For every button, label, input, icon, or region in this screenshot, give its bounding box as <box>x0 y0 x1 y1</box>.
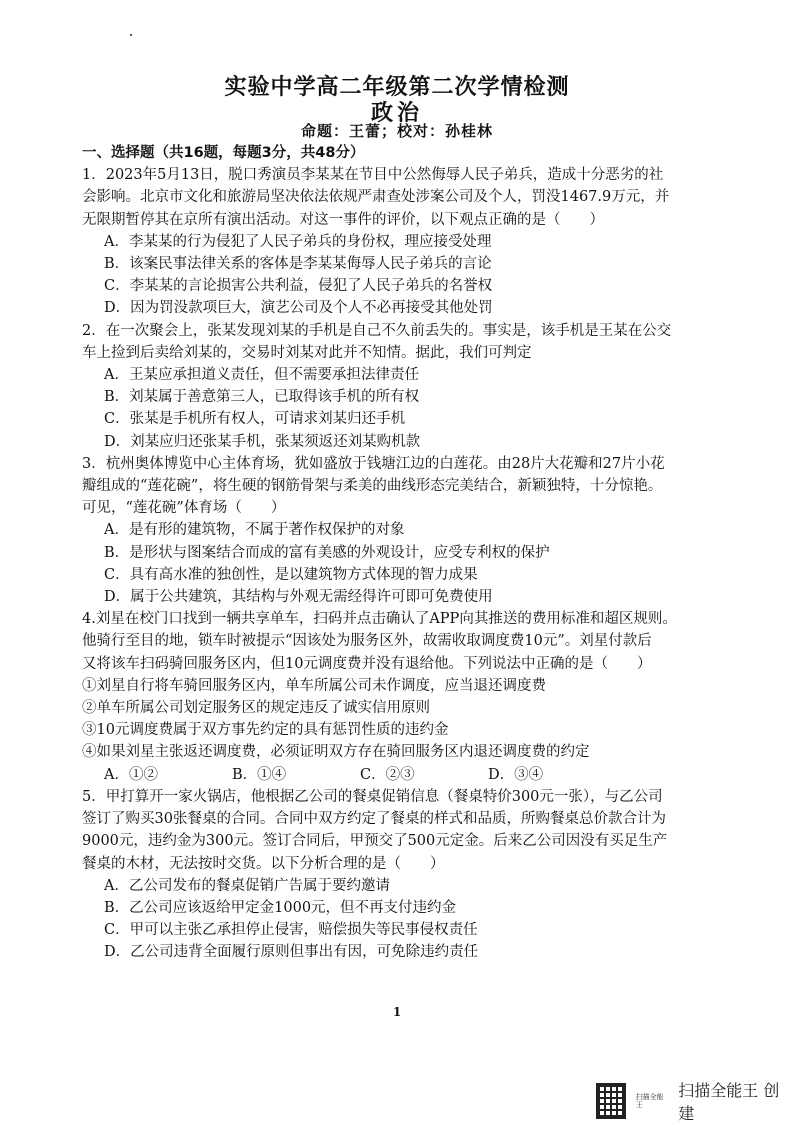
question-line: ④如果刘星主张返还调度费，必须证明双方存在骑回服务区内退还调度费的约定 <box>82 744 590 761</box>
answer-choice: D．③④ <box>488 766 544 783</box>
answer-choice: A．①② <box>104 766 158 783</box>
option-line: C．甲可以主张乙承担停止侵害，赔偿损失等民事侵权责任 <box>104 922 478 939</box>
exam-title: 实验中学高二年级第二次学情检测 <box>224 75 570 100</box>
option-line: D．因为罚没款项巨大，演艺公司及个人不必再接受其他处罚 <box>104 300 493 317</box>
question-line: 9000元，违约金为300元。签订合同后，甲预交了500元定金。后来乙公司因没有买足生产 <box>82 833 668 850</box>
option-line: C．李某某的言论损害公共利益，侵犯了人民子弟兵的名誉权 <box>104 278 493 295</box>
question-line: 车上捡到后卖给刘某的，交易时刘某对此并不知情。据此，我们可判定 <box>82 344 532 361</box>
question-line: 可见，“莲花碗”体育场（ ） <box>82 500 286 517</box>
question-line: 签订了购买30张餐桌的合同。合同中双方约定了餐桌的样式和品质，所购餐桌总价款合计为 <box>82 811 666 828</box>
question-line: 1．2023年5月13日，脱口秀演员李某某在节目中公然侮辱人民子弟兵，造成十分恶劣的社 <box>82 167 664 184</box>
option-line: C．张某是手机所有权人，可请求刘某归还手机 <box>104 411 406 428</box>
qr-code-icon <box>596 1083 626 1119</box>
question-line: ③10元调度费属于双方事先约定的具有惩罚性质的违约金 <box>82 722 449 739</box>
question-line: 他骑行至目的地，锁车时被提示“因该处为服务区外，故需收取调度费10元”。刘星付款后 <box>82 633 652 650</box>
question-line: 餐桌的木材，无法按时交货。以下分析合理的是（ ） <box>82 855 445 872</box>
option-line: D．刘某应归还张某手机，张某须返还刘某购机款 <box>104 433 421 450</box>
option-line: A．李某某的行为侵犯了人民子弟兵的身份权，理应接受处理 <box>104 233 492 250</box>
option-line: B．乙公司应该返给甲定金1000元，但不再支付违约金 <box>104 899 457 916</box>
option-line: B．该案民事法律关系的客体是李某某侮辱人民子弟兵的言论 <box>104 256 492 273</box>
answer-choice: B．①④ <box>232 766 287 783</box>
question-line: 4.刘星在校门口找到一辆共享单车，扫码并点击确认了APP向其推送的费用标准和超区规则。 <box>82 611 677 628</box>
scanner-brand-text: 扫描全能王 创建 <box>678 1081 780 1123</box>
option-line: A．是有形的建筑物，不属于著作权保护的对象 <box>104 522 405 539</box>
question-line: ①刘星自行将车骑回服务区内，单车所属公司未作调度，应当退还调度费 <box>82 677 546 694</box>
author-line: 命题：王蕾；校对：孙桂林 <box>300 122 493 140</box>
question-line: 无限期暂停其在京所有演出活动。对这一事件的评价，以下观点正确的是（ ） <box>82 211 604 228</box>
option-line: B．刘某属于善意第三人，已取得该手机的所有权 <box>104 389 420 406</box>
question-line: 会影响。北京市文化和旅游局坚决依法依规严肃查处涉案公司及个人，罚没1467.9万元，并 <box>82 189 670 206</box>
scanner-watermark <box>596 1078 794 1124</box>
option-line: D．乙公司违背全面履行原则但事出有因，可免除违约责任 <box>104 944 479 961</box>
subject-title: 政治 <box>370 101 423 126</box>
question-line: ②单车所属公司划定服务区的规定违反了诚实信用原则 <box>82 700 430 717</box>
option-line: D．属于公共建筑，其结构与外观无需经得许可即可免费使用 <box>104 589 493 606</box>
question-line: 又将该车扫码骑回服务区内，但10元调度费并没有退给他。下列说法中正确的是（ ） <box>82 655 652 672</box>
answer-choices-row <box>82 764 722 786</box>
answer-choice: C．②③ <box>360 766 415 783</box>
section-heading: 一、选择题（共16题，每题3分，共48分） <box>82 145 365 161</box>
question-line: 5．甲打算开一家火锅店，他根据乙公司的餐桌促销信息（餐桌特价300元一张），与乙公司 <box>82 788 663 805</box>
question-body <box>82 142 722 964</box>
page-number: 1 <box>392 1005 402 1019</box>
scan-speck <box>130 34 132 36</box>
option-line: B．是形状与图案结合而成的富有美感的外观设计，应受专利权的保护 <box>104 544 550 561</box>
question-line: 3．杭州奥体博览中心主体育场，犹如盛放于钱塘江边的白莲花。由28片大花瓣和27片小花 <box>82 455 665 472</box>
qr-label: 扫描全能王 <box>635 1093 664 1109</box>
question-line: 瓣组成的“莲花碗”，将生硬的钢筋骨架与柔美的曲线形态完美结合，新颖独特，十分惊艳。 <box>82 478 663 495</box>
option-line: C．具有高水准的独创性，是以建筑物方式体现的智力成果 <box>104 566 478 583</box>
option-line: A．乙公司发布的餐桌促销广告属于要约邀请 <box>104 877 390 894</box>
question-line: 2．在一次聚会上，张某发现刘某的手机是自己不久前丢失的。事实是，该手机是王某在公交 <box>82 322 672 339</box>
option-line: A．王某应承担道义责任，但不需要承担法律责任 <box>104 367 419 384</box>
